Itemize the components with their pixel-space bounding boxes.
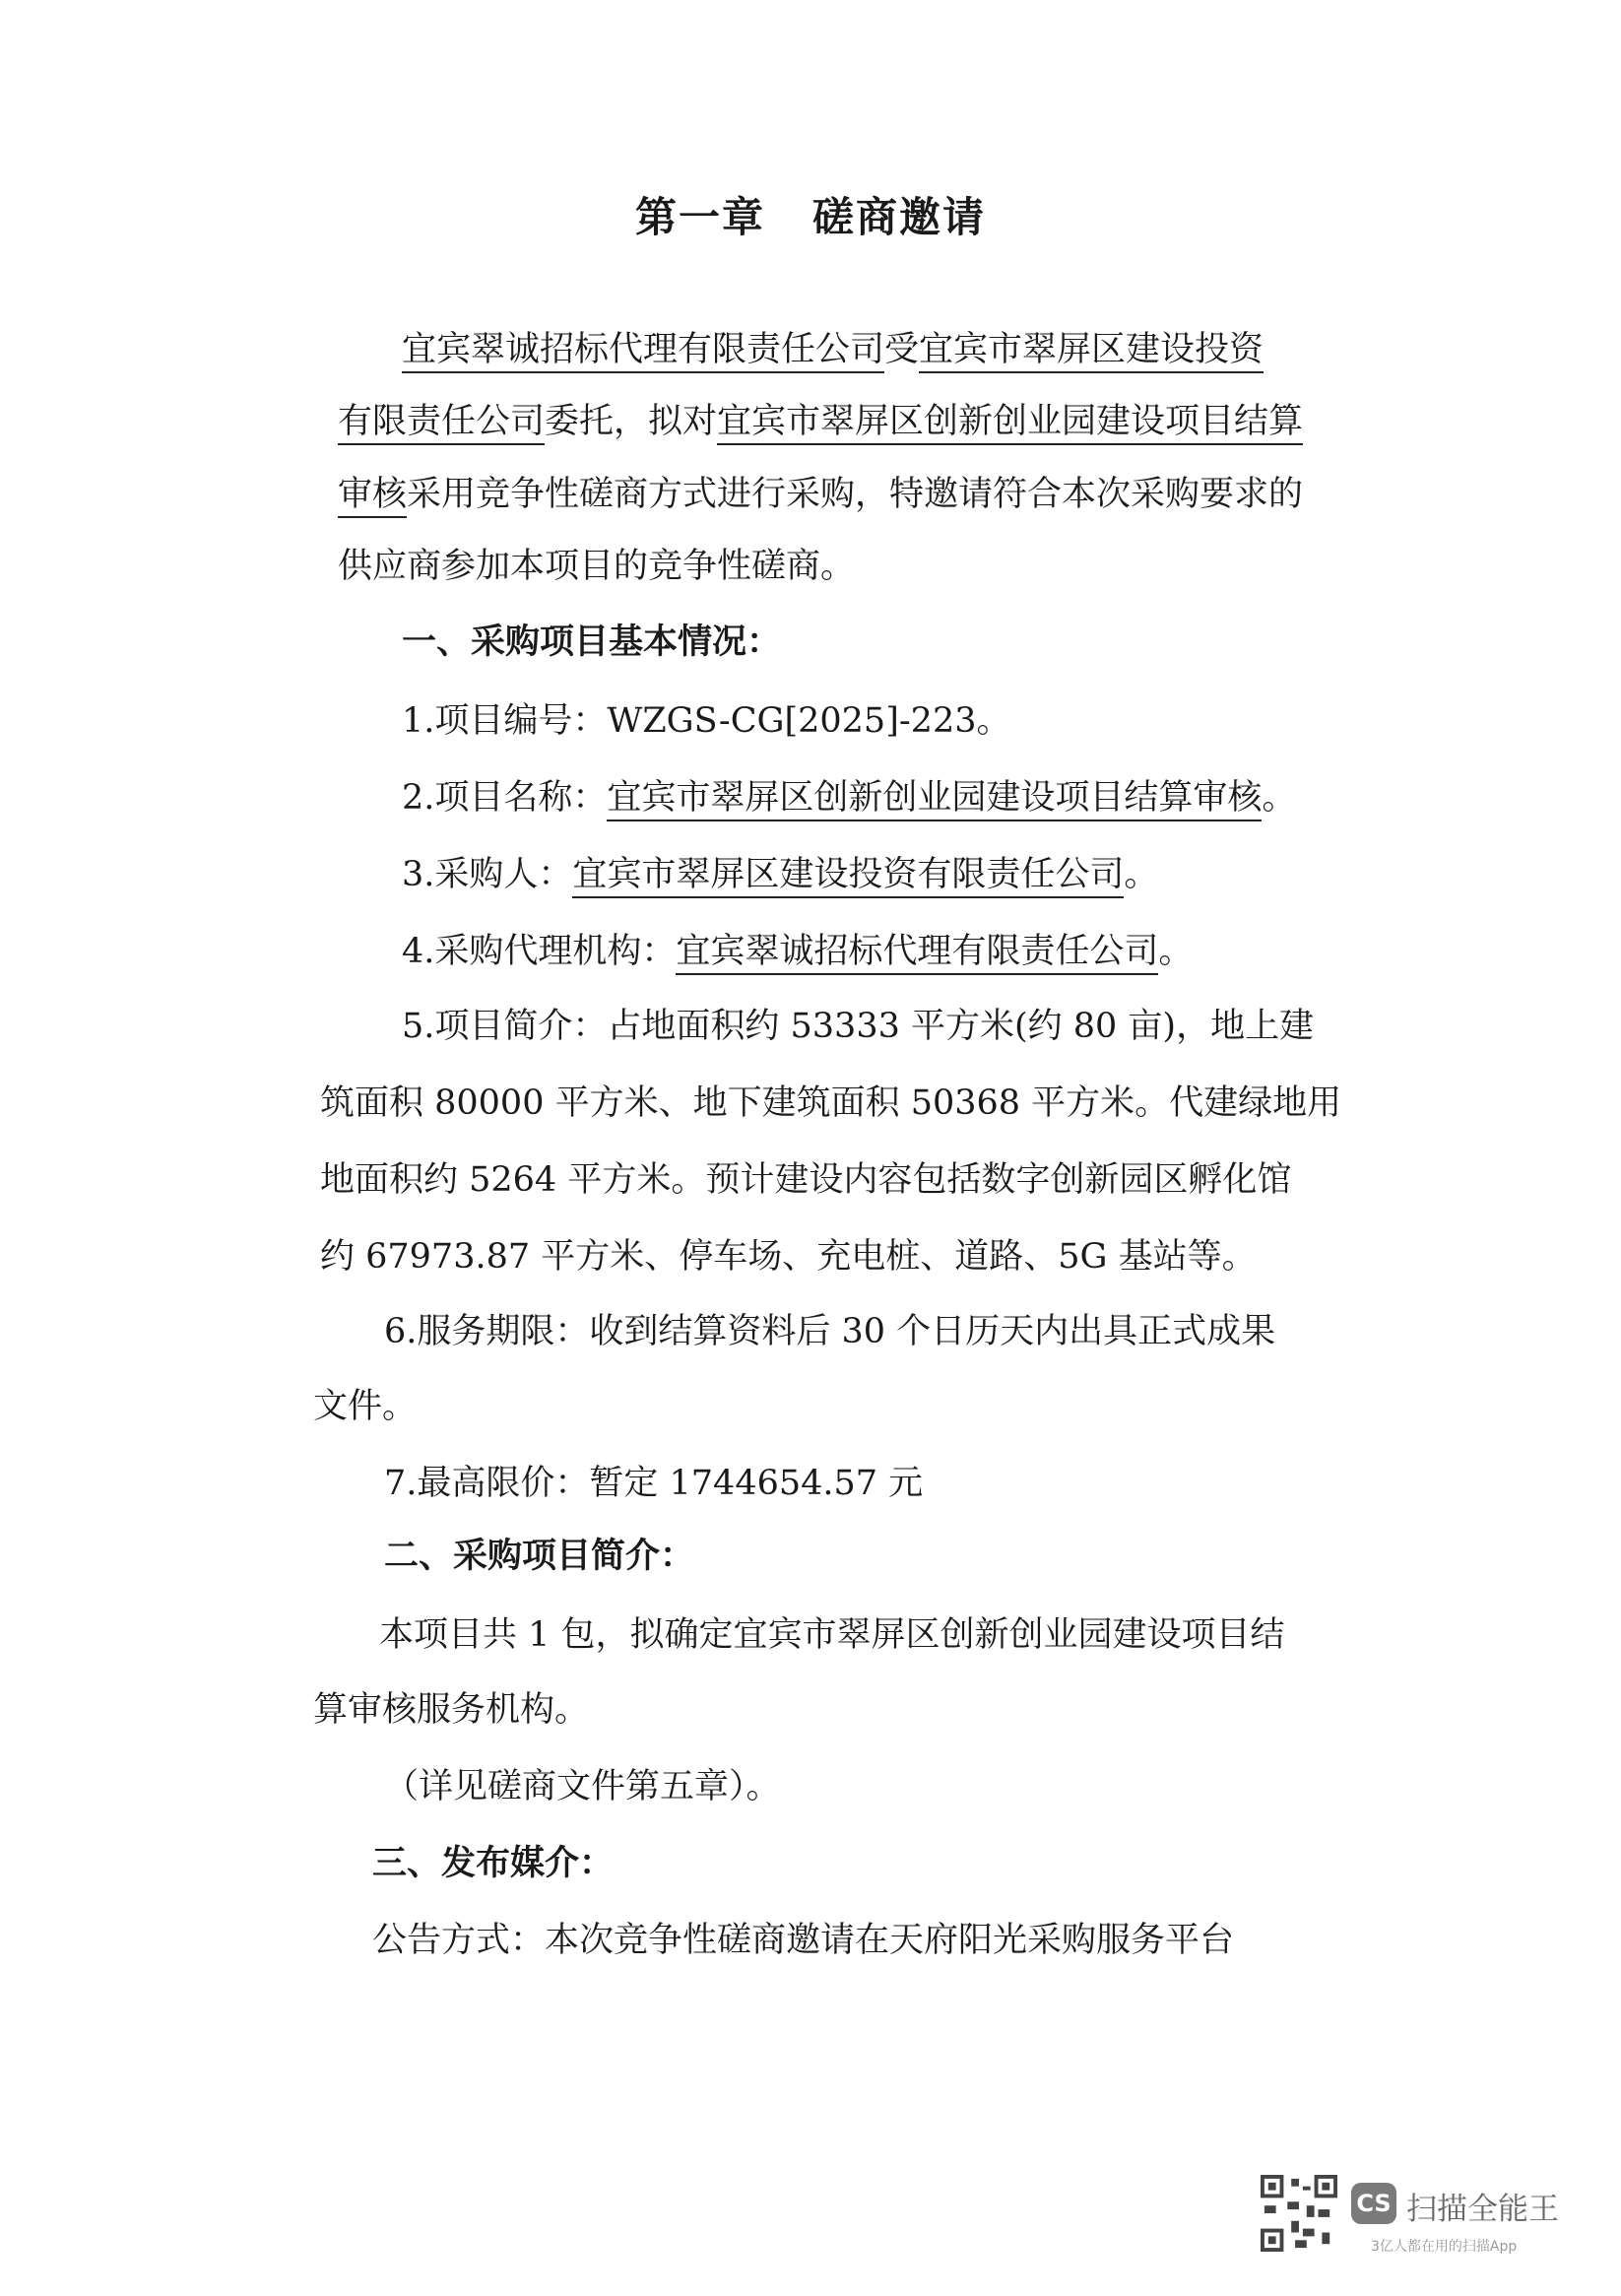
purchaser-name-part2: 有限责任公司 [338, 402, 545, 445]
item-label: 2.项目名称： [402, 778, 608, 818]
intro-text: 受 [884, 330, 920, 369]
section3-heading: 三、发布媒介： [372, 1843, 615, 1883]
section1-heading: 一、采购项目基本情况： [402, 622, 782, 662]
chapter-name: 磋商邀请 [812, 193, 987, 241]
camscanner-text: 扫描全能王 [1406, 2192, 1559, 2227]
item-value: 宜宾翠诚招标代理有限责任公司 [676, 932, 1158, 975]
item-summary-line-3: 地面积约 5264 平方米。预计建设内容包括数字创新园区孵化馆 [320, 1160, 1292, 1200]
item-summary-line-2: 筑面积 80000 平方米、地下建筑面积 50368 平方米。代建绿地用 [320, 1083, 1342, 1123]
item-summary-line-4: 约 67973.87 平方米、停车场、充电桩、道路、5G 基站等。 [320, 1237, 1257, 1277]
item-service-period-line-1: 6.服务期限：收到结算资料后 30 个日历天内出具正式成果 [384, 1312, 1276, 1351]
intro-line-2 [338, 402, 1303, 441]
intro-line-3 [338, 475, 1303, 514]
item-period: 。 [1262, 778, 1297, 818]
item-service-period-line-2: 文件。 [313, 1387, 418, 1426]
item-period: 。 [1124, 855, 1159, 894]
section2-line-3: （详见磋商文件第五章）。 [384, 1767, 781, 1806]
page-title [0, 185, 1621, 244]
item-agency [402, 932, 1193, 971]
project-name-part2: 审核 [338, 475, 407, 518]
camscanner-subtext: 3亿人都在用的扫描App [1371, 2239, 1518, 2255]
intro-line-4: 供应商参加本项目的竞争性磋商。 [338, 547, 856, 586]
item-value: 宜宾市翠屏区创新创业园建设项目结算审核 [607, 778, 1262, 821]
section3-line-1: 公告方式：本次竞争性磋商邀请在天府阳光采购服务平台 [372, 1921, 1235, 1960]
item-summary-line-1: 5.项目简介：占地面积约 53333 平方米(约 80 亩)，地上建 [402, 1007, 1315, 1046]
qr-code-icon [1261, 2175, 1337, 2252]
item-period: 。 [1158, 932, 1194, 971]
item-max-price: 7.最高限价：暂定 1744654.57 元 [384, 1464, 924, 1503]
intro-line-1 [402, 330, 1264, 369]
item-project-name [402, 778, 1296, 818]
intro-text: 委托，拟对 [545, 402, 718, 441]
camscanner-logo: CS [1351, 2183, 1396, 2224]
item-value: 宜宾市翠屏区建设投资有限责任公司 [572, 855, 1124, 898]
intro-text: 采用竞争性磋商方式进行采购，特邀请符合本次采购要求的 [407, 475, 1304, 514]
section2-heading: 二、采购项目简介： [384, 1536, 695, 1576]
item-purchaser [402, 855, 1158, 894]
item-project-number: 1.项目编号：WZGS-CG[2025]-223。 [402, 701, 1011, 741]
item-label: 3.采购人： [402, 855, 573, 894]
project-name-part1: 宜宾市翠屏区创新创业园建设项目结算 [717, 402, 1303, 445]
section2-line-1: 本项目共 1 包，拟确定宜宾市翠屏区创新创业园建设项目结 [379, 1615, 1285, 1655]
chapter-number: 第一章 [634, 193, 765, 241]
agent-name: 宜宾翠诚招标代理有限责任公司 [402, 330, 884, 373]
section2-line-2: 算审核服务机构。 [313, 1690, 590, 1730]
purchaser-name-part1: 宜宾市翠屏区建设投资 [919, 330, 1264, 373]
item-label: 4.采购代理机构： [402, 932, 677, 971]
